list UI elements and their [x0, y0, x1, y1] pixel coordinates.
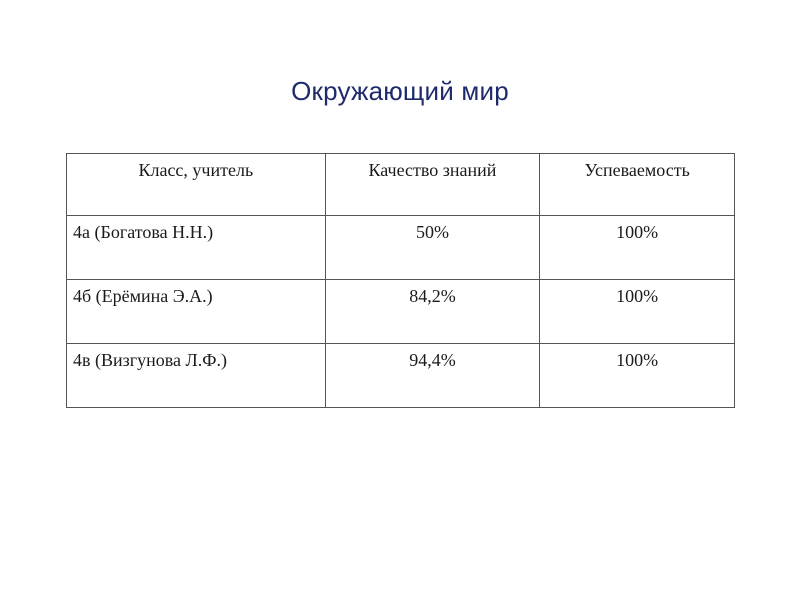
cell-academic-performance: 100% [540, 216, 735, 280]
cell-academic-performance: 100% [540, 344, 735, 408]
cell-class-teacher: 4б (Ерёмина Э.А.) [67, 280, 326, 344]
cell-class-teacher: 4а (Богатова Н.Н.) [67, 216, 326, 280]
cell-knowledge-quality: 50% [325, 216, 540, 280]
table-row [67, 280, 735, 344]
cell-academic-performance: 100% [540, 280, 735, 344]
header-academic-performance: Успеваемость [540, 154, 735, 216]
header-class-teacher: Класс, учитель [67, 154, 326, 216]
header-knowledge-quality: Качество знаний [325, 154, 540, 216]
table-header-row [67, 154, 735, 216]
page-title: Окружающий мир [291, 76, 509, 106]
cell-knowledge-quality: 94,4% [325, 344, 540, 408]
results-table [66, 153, 735, 408]
table-row [67, 344, 735, 408]
cell-knowledge-quality: 84,2% [325, 280, 540, 344]
table-row [67, 216, 735, 280]
cell-class-teacher: 4в (Визгунова Л.Ф.) [67, 344, 326, 408]
